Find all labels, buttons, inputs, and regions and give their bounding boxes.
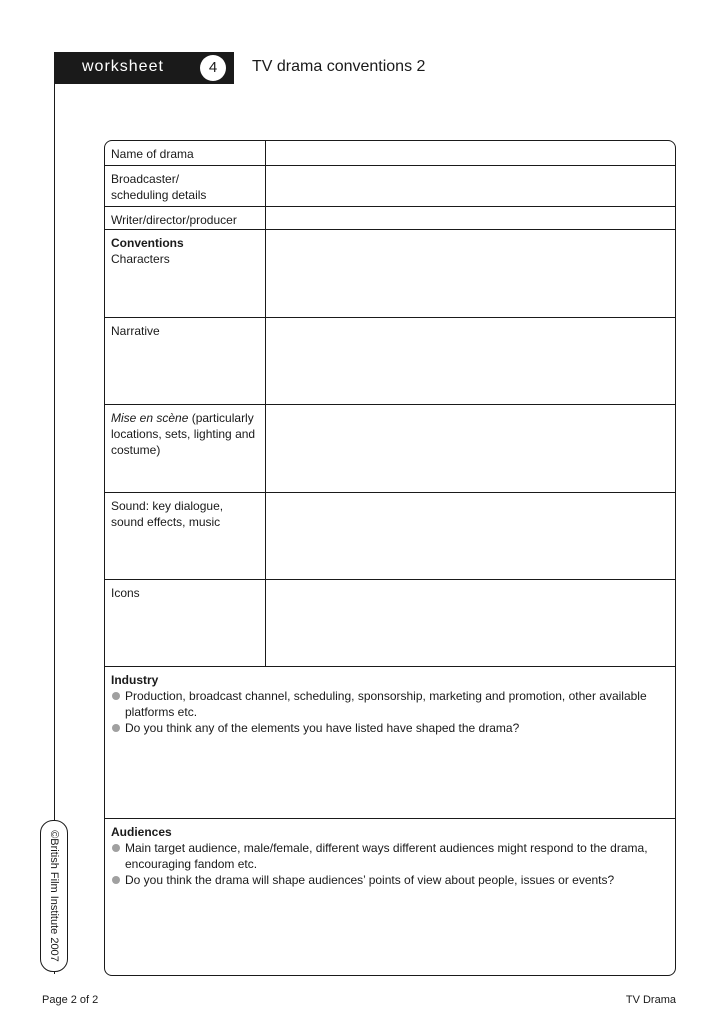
conventions-heading: Conventions bbox=[111, 236, 184, 250]
label-broadcaster: Broadcaster/ scheduling details bbox=[105, 166, 266, 206]
label-characters-cell bbox=[105, 230, 266, 317]
field-icons[interactable] bbox=[266, 580, 675, 666]
field-broadcaster[interactable] bbox=[266, 166, 675, 206]
label-writer: Writer/director/producer bbox=[105, 207, 266, 229]
row-industry[interactable] bbox=[105, 667, 675, 819]
audiences-bullet: Do you think the drama will shape audiences’ points of view about people, issues or events? bbox=[111, 872, 669, 888]
row-audiences[interactable] bbox=[105, 819, 675, 976]
label-name-of-drama: Name of drama bbox=[105, 141, 266, 165]
page-title: TV drama conventions 2 bbox=[252, 58, 426, 75]
industry-bullet: Do you think any of the elements you have listed have shaped the drama? bbox=[111, 720, 669, 736]
audiences-heading: Audiences bbox=[111, 825, 172, 839]
field-narrative[interactable] bbox=[266, 318, 675, 404]
label-mise-en-scene bbox=[105, 405, 266, 492]
industry-heading: Industry bbox=[111, 673, 159, 687]
worksheet-form-table bbox=[104, 140, 676, 976]
field-mise-en-scene[interactable] bbox=[266, 405, 675, 492]
label-sound: Sound: key dialogue, sound effects, music bbox=[105, 493, 266, 579]
copyright-tab bbox=[40, 820, 68, 972]
worksheet-header-bar bbox=[54, 52, 234, 84]
label-narrative: Narrative bbox=[105, 318, 266, 404]
audiences-bullet: Main target audience, male/female, different ways different audiences might respond to the drama, encouraging fandom etc. bbox=[111, 840, 669, 872]
industry-bullet: Production, broadcast channel, scheduling, sponsorship, marketing and promotion, other available platforms etc. bbox=[111, 688, 669, 720]
row-name-of-drama bbox=[105, 141, 675, 166]
row-narrative bbox=[105, 318, 675, 405]
row-characters bbox=[105, 230, 675, 318]
row-icons bbox=[105, 580, 675, 667]
field-characters[interactable] bbox=[266, 230, 675, 317]
field-writer[interactable] bbox=[266, 207, 675, 229]
industry-bullets bbox=[111, 688, 669, 736]
label-characters: Characters bbox=[111, 252, 170, 266]
row-broadcaster bbox=[105, 166, 675, 207]
row-mise-en-scene bbox=[105, 405, 675, 493]
label-icons: Icons bbox=[105, 580, 266, 666]
mise-en-scene-italic: Mise en scène bbox=[111, 411, 189, 425]
row-sound bbox=[105, 493, 675, 580]
copyright-text: ©British Film Institute 2007 bbox=[48, 830, 60, 962]
audiences-bullets bbox=[111, 840, 669, 888]
footer-section: TV Drama bbox=[625, 994, 676, 1006]
page-number: Page 2 of 2 bbox=[42, 994, 99, 1006]
worksheet-number-badge: 4 bbox=[200, 55, 226, 81]
field-sound[interactable] bbox=[266, 493, 675, 579]
worksheet-label: worksheet bbox=[82, 58, 164, 75]
field-name-of-drama[interactable] bbox=[266, 141, 675, 165]
mise-en-scene-rest: (particularly locations, sets, lighting and costume) bbox=[111, 411, 256, 457]
row-writer bbox=[105, 207, 675, 230]
